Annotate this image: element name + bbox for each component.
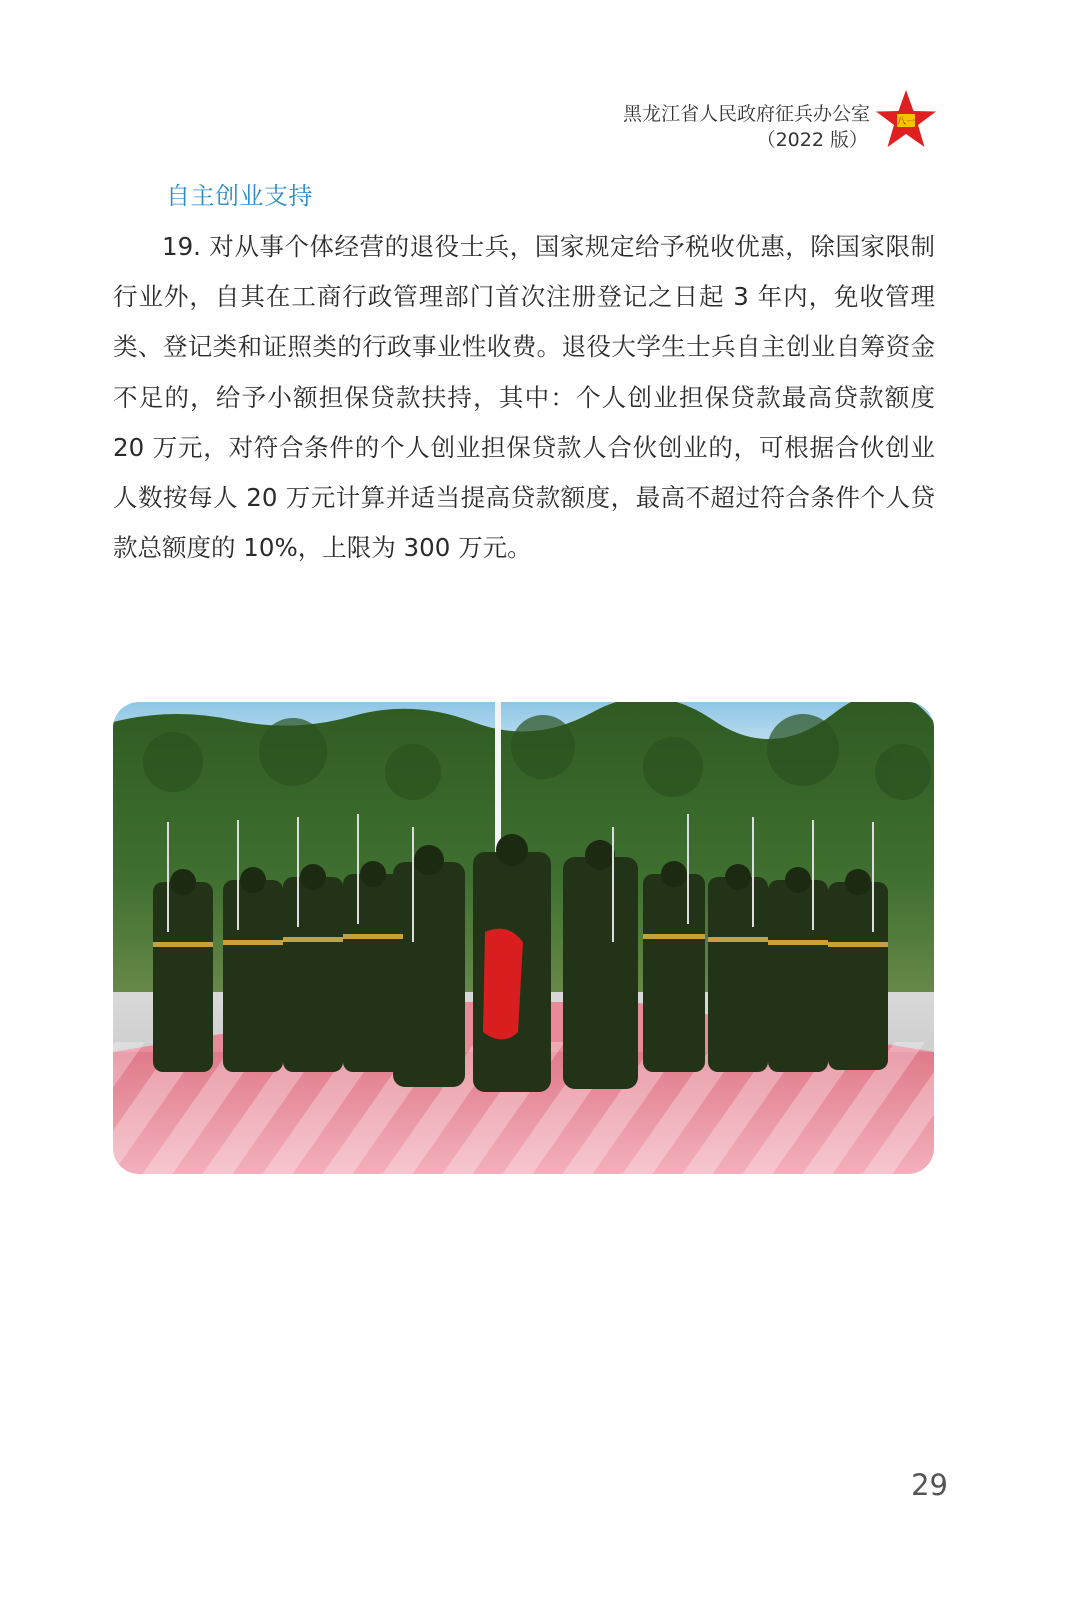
header-edition: （2022 版） — [756, 129, 868, 151]
page-number: 29 — [911, 1468, 948, 1502]
body-paragraph: 19. 对从事个体经营的退役士兵，国家规定给予税收优惠，除国家限制行业外，自其在工商行政管理部门首次注册登记之日起 3 年内，免收管理类、登记类和证照类的行政事业性收费。退役大学生士兵自主创业自筹资金不足的，给予小额担保贷款扶持，其中：个人创业担保贷款最高贷款额度 20 万元，对符合条件的个人创业担保贷款人合伙创业的，可根据合伙创业人数按每人 20 万元计算并适当提高贷款额度，最高不超过符合条件个人贷款总额度的 10%，上限为 300 万元。 — [113, 232, 935, 563]
honor-guard-photo — [113, 702, 934, 1174]
document-header — [623, 101, 870, 153]
emblem-glyph: 八一 — [896, 117, 916, 127]
section-title: 自主创业支持 — [166, 182, 313, 210]
red-star-emblem-icon — [875, 89, 937, 151]
header-organization: 黑龙江省人民政府征兵办公室 — [622, 103, 870, 125]
